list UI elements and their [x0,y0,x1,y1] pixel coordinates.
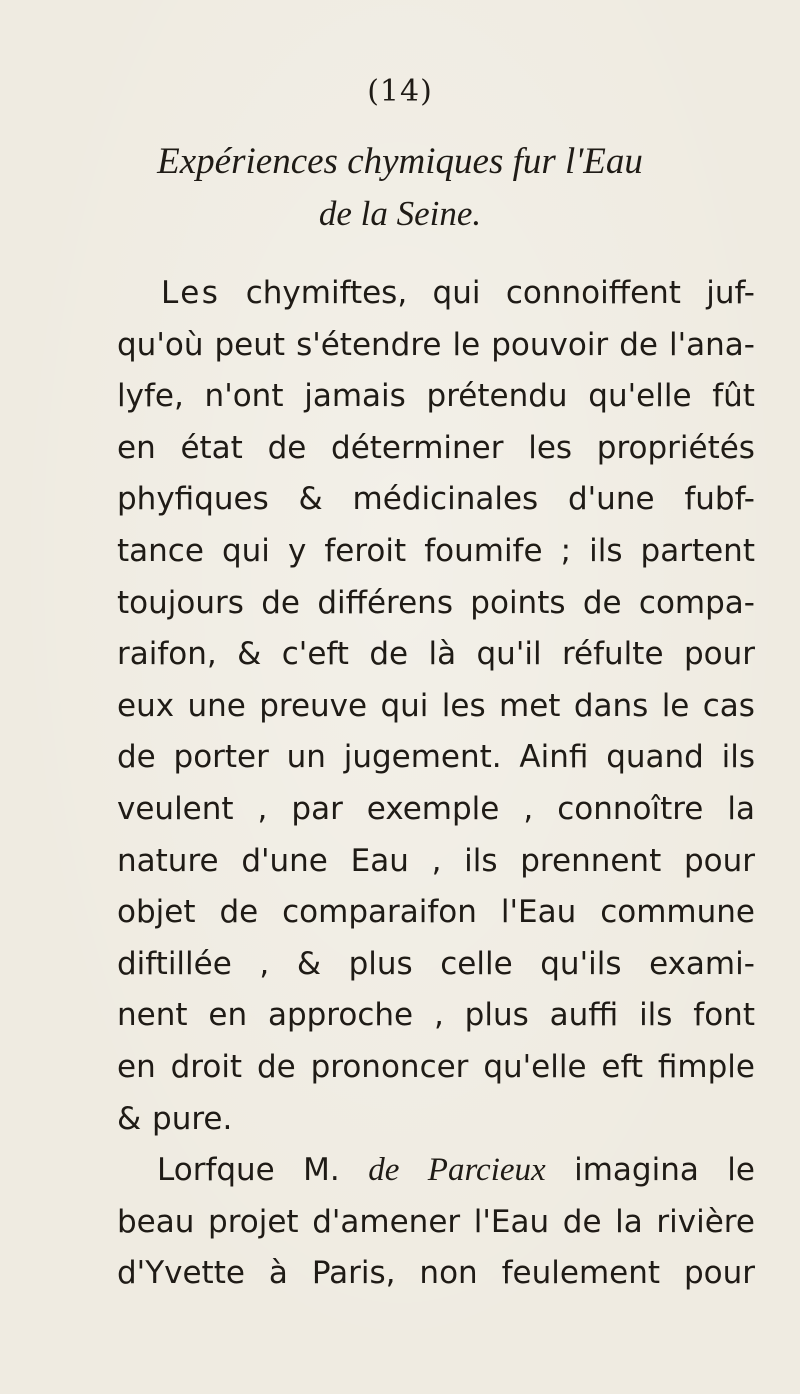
word: chymiftes, [245,275,408,311]
word: qu'elle [588,378,692,415]
word: n'ont [204,378,284,415]
word: plus [464,997,529,1034]
text-line [155,268,755,320]
word: peut [214,326,286,363]
text-line [117,939,755,991]
word: ils [721,739,755,776]
word: celle [440,945,513,982]
text-line [117,784,755,836]
word: qu'il [476,636,542,673]
word: , [433,997,444,1034]
word: qui [380,687,429,724]
text-line [117,887,755,939]
word: ils [589,532,623,569]
text-line [117,526,755,578]
word: médicinales [352,481,539,518]
word: jamais [304,378,406,415]
text-line [117,320,755,372]
text-line [117,1248,755,1300]
word: , [259,945,270,982]
text-line [117,1197,755,1249]
word: de [619,326,658,363]
word: non [419,1255,478,1292]
word: partent [640,532,755,569]
word: imagina [574,1152,699,1189]
word: de [267,429,307,466]
word: de [219,894,259,931]
word: Les [161,275,221,311]
word: veulent [117,790,234,827]
text-line [117,1042,755,1094]
word: l'Eau [500,894,577,931]
word: pure. [152,1100,233,1137]
text-line [117,1094,755,1146]
word: en [117,1048,156,1085]
word: de [368,1152,400,1189]
word: de [256,1048,296,1085]
text-line [155,1145,755,1197]
word: toujours [117,584,244,621]
word: phyfiques [117,481,269,518]
text-line [117,371,755,423]
word: qu'ils [540,945,622,982]
word: c'eft [281,636,349,673]
word: Eau [350,842,409,879]
word: beau [117,1203,195,1240]
word: prononcer [310,1048,469,1085]
word: approche [267,997,414,1034]
word: s'étendre [296,326,442,363]
word: Lorfque [157,1152,275,1189]
word: , [431,842,442,879]
word: le [661,687,690,724]
word: rivière [656,1203,755,1240]
word: Paris, [311,1255,396,1292]
word: quand [606,739,704,776]
word: qui [432,275,481,311]
word: eft [601,1048,644,1085]
word: différens [317,584,453,621]
word: cas [702,687,755,724]
word: d'une [567,481,655,518]
word: d'une [241,842,328,879]
word: font [693,997,755,1034]
word: porter [173,739,269,776]
word: fimple [657,1048,755,1085]
word: comparaifon [282,894,477,931]
word: plus [348,945,413,982]
word: exemple [366,790,500,827]
word: par [291,790,343,827]
word: à [268,1255,288,1292]
word: de [369,636,409,673]
word: , [257,790,268,827]
word: un [286,739,326,776]
word: qu'elle [483,1048,587,1085]
text-line [117,836,755,888]
word: d'amener [312,1203,461,1240]
word: connoître [557,790,704,827]
word: compa- [638,584,755,621]
word: là [428,636,457,673]
word: fût [712,378,755,415]
word: qui [221,532,270,569]
word: M. [303,1152,340,1189]
word: l'ana- [668,326,755,363]
word: de [582,584,622,621]
word: réfulte [561,636,664,673]
word: raifon, [117,636,217,673]
word: d'Yvette [117,1255,245,1292]
word: & [237,636,262,673]
word: en [117,429,156,466]
word: pouvoir [491,326,609,363]
section-title-line-2: de la Seine. [318,194,482,233]
word: diftillée [117,945,232,982]
body-text [117,268,755,1300]
word: état [180,429,243,466]
word: propriétés [596,429,755,466]
word: les [441,687,486,724]
word: la [727,790,755,827]
word: Ainfi [519,739,589,776]
word: prétendu [426,378,568,415]
word: ; [560,532,572,569]
word: auffi [549,997,619,1034]
word: déterminer [331,429,504,466]
word: prennent [520,842,662,879]
word: ils [639,997,673,1034]
text-line [117,629,755,681]
word: feulement [501,1255,661,1292]
word: nature [117,842,219,879]
word: les [528,429,573,466]
word: pour [683,1255,755,1292]
word: foumife [424,532,543,569]
word: projet [208,1203,299,1240]
word: droit [170,1048,243,1085]
word: tance [117,532,204,569]
word: Parcieux [427,1152,546,1189]
word: l'Eau [473,1203,550,1240]
word: de [562,1203,602,1240]
word: une [187,687,246,724]
word: la [615,1203,643,1240]
word: objet [117,894,196,931]
word: dans [573,687,649,724]
word: de [261,584,300,621]
word: y [287,532,307,569]
word: points [470,584,566,621]
word: fubf- [684,481,755,518]
text-line [117,990,755,1042]
word: lyfe, [117,378,184,415]
text-line [117,732,755,784]
word: ils [464,842,498,879]
word: feroit [324,532,407,569]
text-line [117,474,755,526]
word: preuve [259,687,368,724]
text-line [117,681,755,733]
page-number: (14) [367,74,433,109]
word: commune [600,894,755,931]
word: le [727,1152,755,1189]
word: met [499,687,561,724]
word: pour [683,842,755,879]
section-title-line-1: Expériences chymiques fur l'Eau [157,141,643,182]
text-line [117,423,755,475]
word: qu'où [117,326,204,363]
word: exami- [649,945,755,982]
word: pour [683,636,755,673]
word: en [208,997,248,1034]
word: connoiffent [505,275,681,311]
word: juf- [706,275,755,311]
word: de [117,739,156,776]
word: le [452,326,481,363]
word: & [117,1100,142,1137]
word: eux [117,687,175,724]
word: & [296,945,321,982]
word: & [298,481,323,518]
text-line [117,578,755,630]
word: nent [117,997,188,1034]
word: jugement. [343,739,502,776]
word: , [523,790,534,827]
